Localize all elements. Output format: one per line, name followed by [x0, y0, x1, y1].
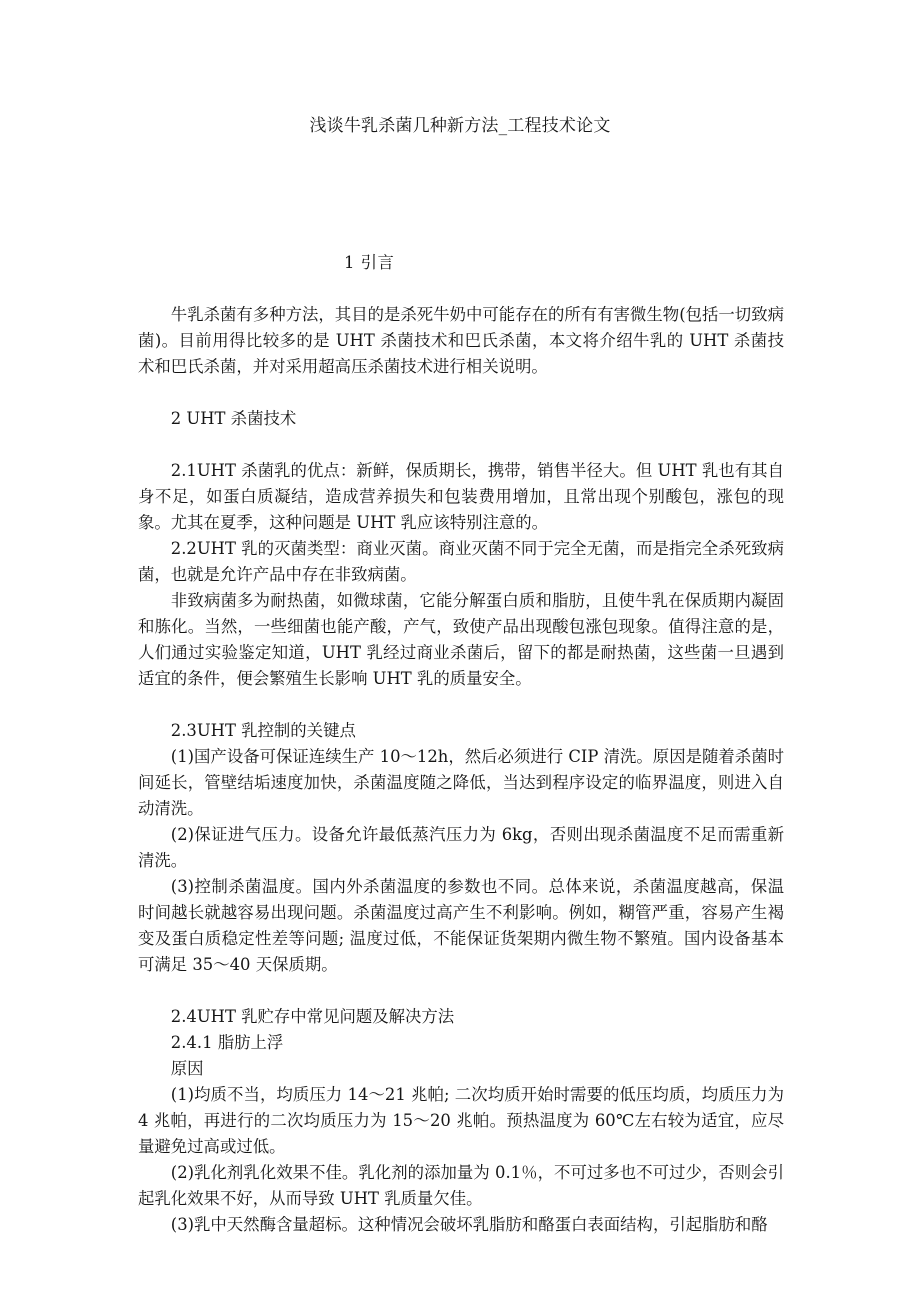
section-heading-2-4-1: 2.4.1 脂肪上浮: [170, 1033, 284, 1052]
section-heading-1: 1 引言: [344, 253, 395, 272]
paragraph-2-1: 2.1UHT 杀菌乳的优点：新鲜，保质期长，携带，销售半径大。但 UHT 乳也有其自身不足，如蛋白质凝结，造成营养损失和包装费用增加，且常出现个别酸包，涨包的现象。尤其在夏季，这种问题是 UHT 乳应该特别注意的。: [138, 461, 784, 532]
section-heading-2-4: 2.4UHT 乳贮存中常见问题及解决方法: [170, 1007, 455, 1026]
paragraph-2-2b: 非致病菌多为耐热菌，如微球菌，它能分解蛋白质和脂肪，且使牛乳在保质期内凝固和胨化。当然，一些细菌也能产酸，产气，致使产品出现酸包涨包现象。值得注意的是，人们通过实验鉴定知道，UHT 乳经过商业杀菌后，留下的都是耐热菌，这些菌一旦遇到适宜的条件，便会繁殖生长影响 UHT 乳的质量安全。: [138, 591, 784, 688]
label-cause: 原因: [170, 1059, 204, 1078]
spacer: [138, 692, 784, 718]
list-item-2-3-1: (1)国产设备可保证连续生产 10～12h，然后必须进行 CIP 清洗。原因是随着杀菌时间延长，管壁结垢速度加快，杀菌温度随之降低，当达到程序设定的临界温度，则进入自动清洗。: [138, 747, 784, 818]
list-item-2-3-2: (2)保证进气压力。设备允许最低蒸汽压力为 6kg，否则出现杀菌温度不足而需重新清洗。: [138, 825, 784, 870]
list-item-2-4-1-1: (1)均质不当，均质压力 14～21 兆帕; 二次均质开始时需要的低压均质，均质压力为 4 兆帕，再进行的二次均质压力为 15～20 兆帕。预热温度为 60℃左右较为适宜，应尽量避免过高或过低。: [138, 1085, 784, 1156]
list-item-2-4-1-2: (2)乳化剂乳化效果不佳。乳化剂的添加量为 0.1％，不可过多也不可过少，否则会引起乳化效果不好，从而导致 UHT 乳质量欠佳。: [138, 1163, 784, 1208]
paragraph-2-2: 2.2UHT 乳的灭菌类型：商业灭菌。商业灭菌不同于完全无菌，而是指完全杀死致病菌，也就是允许产品中存在非致病菌。: [138, 539, 784, 584]
section-heading-2-3: 2.3UHT 乳控制的关键点: [170, 721, 356, 740]
list-item-2-4-1-3: (3)乳中天然酶含量超标。这种情况会破坏乳脂肪和酪蛋白表面结构，引起脂肪和酪: [170, 1215, 768, 1234]
spacer: [138, 276, 784, 302]
document-body: [138, 250, 784, 1238]
list-item-2-3-3: (3)控制杀菌温度。国内外杀菌温度的参数也不同。总体来说，杀菌温度越高，保温时间越长就越容易出现问题。杀菌温度过高产生不利影响。例如，糊管严重，容易产生褐变及蛋白质稳定性差等问题; 温度过低，不能保证货架期内微生物不繁殖。国内设备基本可满足 35～40 天保质期。: [138, 877, 784, 974]
spacer: [138, 380, 784, 406]
spacer: [138, 432, 784, 458]
page-title: 浅谈牛乳杀菌几种新方法_工程技术论文: [309, 116, 611, 137]
spacer: [138, 978, 784, 1004]
section-heading-2: 2 UHT 杀菌技术: [170, 409, 297, 428]
paragraph-intro: 牛乳杀菌有多种方法，其目的是杀死牛奶中可能存在的所有有害微生物(包括一切致病菌)。目前用得比较多的是 UHT 杀菌技术和巴氏杀菌，本文将介绍牛乳的 UHT 杀菌技术和巴氏杀菌，并对采用超高压杀菌技术进行相关说明。: [138, 305, 784, 376]
